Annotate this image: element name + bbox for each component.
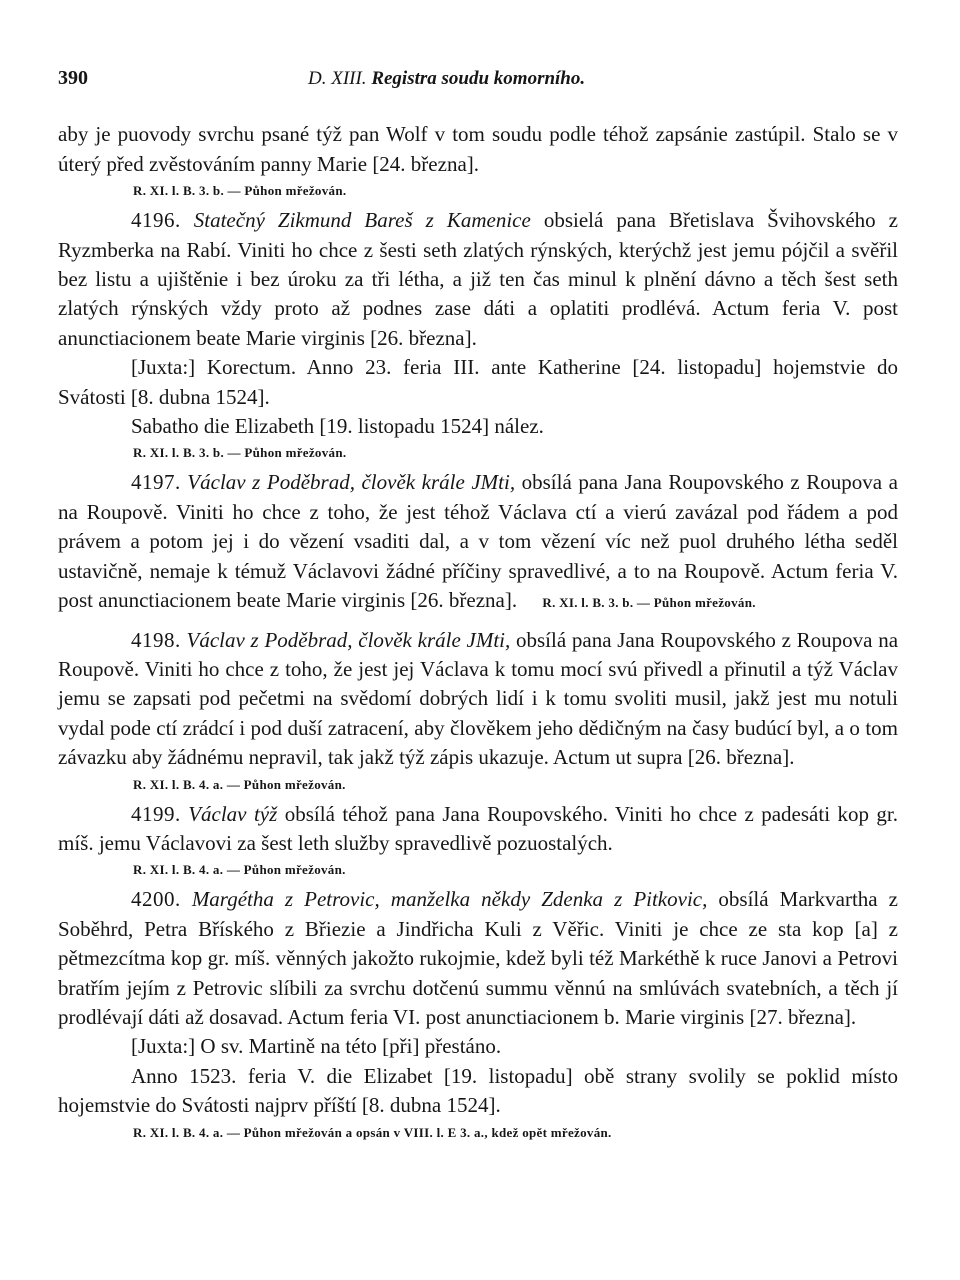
page-header bbox=[58, 64, 898, 93]
entry-number: 4199. bbox=[131, 801, 181, 826]
archival-note: R. XI. l. B. 4. a. — Půhon mřežován a opsán v VIII. l. E 3. a., kdež opět mřežován. bbox=[133, 1124, 612, 1140]
entry-body: obsílá téhož pana Jana Roupovského. Viniti ho chce z padesáti kop gr. míš. jemu Václavovi za šest leth služby spravedlivě pozuostalých. bbox=[58, 801, 898, 855]
running-head-prefix: D. XIII. bbox=[308, 68, 367, 89]
entry-4198 bbox=[58, 626, 898, 773]
document-page bbox=[58, 64, 898, 1148]
entry-4196 bbox=[58, 206, 898, 353]
archival-note: R. XI. l. B. 3. b. — Půhon mřežován. bbox=[542, 595, 756, 611]
entry-body: obsílá pana Jana Roupovského z Roupova na Roupově. Viniti ho chce z toho, že jest jej Václava k tomu mocí svú přivedl a přinutil a týž Václav jemu se zapsati pod pečetmi na svědomí dobrých lidí i k tomu svoliti musil, jakž jest mu notuli vydal pode ctí zrádcí i pod duší zatracení, aby člověkem jeho dědičným na časy budúcí byl, a o tom závazku aby žádnému nepravil, tak jakž týž zápis ukazuje. Actum ut supra [26. března]. bbox=[58, 627, 899, 770]
entry-number: 4196. bbox=[131, 208, 181, 233]
entry-sabatho: Sabatho die Elizabeth [19. listopadu 1524] nález. bbox=[131, 414, 544, 439]
entry-party: Václav z Poděbrad, člověk krále JMti, bbox=[187, 470, 516, 495]
entry-party: Václav z Poděbrad, člověk krále JMti, bbox=[186, 627, 511, 652]
entry-number: 4200. bbox=[131, 887, 181, 912]
intro-paragraph: aby je puovody svrchu psané týž pan Wolf v tom soudu podle téhož zapsánie zastúpil. Stalo se v úterý před zvěstováním panny Marie [24. března]. bbox=[58, 122, 898, 176]
archival-note: R. XI. l. B. 3. b. — Půhon mřežován. bbox=[133, 445, 347, 461]
entry-body: obsílá Markvartha z Soběhrd, Petra Bříského z Břiezie a Jindřicha Kuli z Věřic. Viniti je chce ze sta kop [a] z pětmezcítma kop gr. míš. věnných jakožto rukojmie, kdež byli též Markéthě k ruce Janovi a Petrovi bratřím jejím z Petrovic slíbili za svrchu dotčenú summu věnnú na smlúvách svatebních, a těch jí prodlévají dáti až dosavad. Actum feria VI. post anunctiacionem b. Marie virginis [27. března]. bbox=[58, 887, 898, 1029]
entry-anno: Anno 1523. feria V. die Elizabet [19. listopadu] obě strany svolily se poklid místo hojemstvie do Svátosti najprv příští [8. dubna 1524]. bbox=[58, 1063, 898, 1118]
entry-4197 bbox=[58, 468, 898, 617]
entry-juxta: [Juxta:] O sv. Martině na této [při] přestáno. bbox=[131, 1034, 502, 1059]
entry-number: 4198. bbox=[131, 627, 181, 652]
entry-body: obsílá pana Jana Roupovského z Roupova a na Roupově. Viniti ho chce z toho, že jest téhož Václava ctí a vierú zavázal pod řádem a pod právem a potom jej i do vězení vsaditi dal, a v tom vězení víc než puol druhého létha seděl ustavičně, nemaje k témuž Václavovi žádné příčiny spravedlivé, a to na Roupově. Actum feria V. post anunctiacionem beate Marie virginis [26. března]. bbox=[58, 470, 898, 613]
running-head-title: Registra soudu komorního. bbox=[371, 68, 586, 89]
entry-4199 bbox=[58, 800, 898, 859]
entry-4200 bbox=[58, 885, 898, 1032]
entry-juxta: [Juxta:] Korectum. Anno 23. feria III. ante Katherine [24. listopadu] hojemstvie do Svátosti [8. dubna 1524]. bbox=[58, 355, 898, 409]
archival-note: R. XI. l. B. 3. b. — Půhon mřežován. bbox=[133, 183, 347, 199]
entry-body: obsielá pana Břetislava Švihovského z Ryzmberka na Rabí. Viniti ho chce z šesti seth zlatých rýnských, kterýchž jest jemu pójčil a svěřil bez listu a ujištěnie i bez úroku za tři létha, a již ten čas minul k plnění dávno a těch šest seth zlatých rýnských vždy proto až podnes zase dáti a oplatiti prodlévá. Actum feria V. post anunctiacionem beate Marie virginis [26. března]. bbox=[58, 208, 898, 350]
entry-number: 4197. bbox=[131, 470, 181, 495]
running-head bbox=[308, 64, 585, 93]
archival-note: R. XI. l. B. 4. a. — Půhon mřežován. bbox=[133, 776, 346, 792]
entry-party: Margétha z Petrovic, manželka někdy Zdenka z Pitkovic, bbox=[191, 887, 708, 912]
archival-note: R. XI. l. B. 4. a. — Půhon mřežován. bbox=[133, 862, 346, 878]
entry-party: Václav týž bbox=[188, 801, 278, 826]
entry-party: Statečný Zikmund Bareš z Kamenice bbox=[193, 208, 531, 233]
page-number: 390 bbox=[58, 67, 88, 89]
